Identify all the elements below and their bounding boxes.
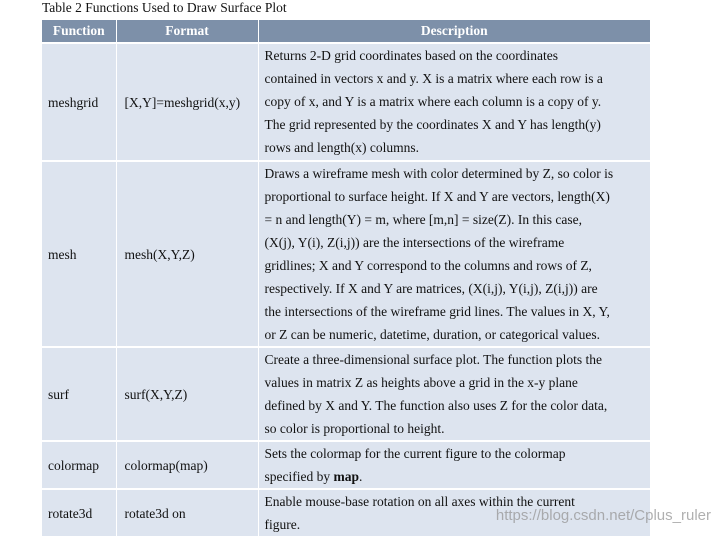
description-text: specified by <box>264 469 334 484</box>
cell-function: rotate3d <box>42 489 116 536</box>
description-line: Create a three-dimensional surface plot. The function plots the <box>264 352 603 367</box>
description-bold-text: map <box>333 469 359 484</box>
description-line: Draws a wireframe mesh with color determined by Z, so color is <box>264 166 614 181</box>
cell-format: [X,Y]=meshgrid(x,y) <box>116 43 258 161</box>
description-line: the intersections of the wireframe grid lines. The values in X, Y, <box>264 304 610 319</box>
table-row <box>42 161 650 347</box>
description-line: figure. <box>264 517 301 532</box>
description-line: copy of x, and Y is a matrix where each column is a copy of y. <box>264 94 602 109</box>
cell-format: colormap(map) <box>116 441 258 489</box>
watermark: https://blog.csdn.net/Cplus_ruler <box>495 507 711 524</box>
description-line: = n and length(Y) = m, where [m,n] = size(Z). In this case, <box>264 212 582 227</box>
cell-function: surf <box>42 347 116 441</box>
description-text: . <box>359 469 363 484</box>
description-line: defined by X and Y. The function also uses Z for the color data, <box>264 398 608 413</box>
header-format: Format <box>116 20 258 43</box>
description-line: rows and length(x) columns. <box>264 140 419 155</box>
description-line: so color is proportional to height. <box>264 421 445 436</box>
description-line: contained in vectors x and y. X is a matrix where each row is a <box>264 71 603 86</box>
description-line: Sets the colormap for the current figure to the colormap <box>264 446 566 461</box>
table-caption: Table 2 Functions Used to Draw Surface Plot <box>42 0 287 15</box>
description-line: respectively. If X and Y are matrices, (X(i,j), Y(i,j), Z(i,j)) are <box>264 281 598 296</box>
description-line <box>265 465 645 488</box>
cell-description <box>258 43 650 161</box>
description-line: Returns 2-D grid coordinates based on the coordinates <box>264 48 559 63</box>
table-row <box>42 441 650 489</box>
cell-function: mesh <box>42 161 116 347</box>
cell-description <box>258 347 650 441</box>
table-row <box>42 43 650 161</box>
description-line: The grid represented by the coordinates X and Y has length(y) <box>264 117 601 132</box>
header-description: Description <box>258 20 650 43</box>
table-header-row <box>42 20 650 43</box>
cell-format: rotate3d on <box>116 489 258 536</box>
cell-description <box>258 161 650 347</box>
cell-format: mesh(X,Y,Z) <box>116 161 258 347</box>
description-line: or Z can be numeric, datetime, duration, or categorical values. <box>264 327 600 342</box>
table-row <box>42 347 650 441</box>
cell-function: colormap <box>42 441 116 489</box>
cell-function: meshgrid <box>42 43 116 161</box>
description-line: proportional to surface height. If X and Y are vectors, length(X) <box>264 189 610 204</box>
description-line: Enable mouse-base rotation on all axes within the current <box>264 494 575 509</box>
cell-description <box>258 441 650 489</box>
description-line: (X(j), Y(i), Z(i,j)) are the intersections of the wireframe <box>264 235 565 250</box>
cell-format: surf(X,Y,Z) <box>116 347 258 441</box>
header-function: Function <box>42 20 116 43</box>
description-line: gridlines; X and Y correspond to the columns and rows of Z, <box>264 258 592 273</box>
description-line: values in matrix Z as heights above a grid in the x-y plane <box>264 375 578 390</box>
functions-table <box>42 20 650 536</box>
